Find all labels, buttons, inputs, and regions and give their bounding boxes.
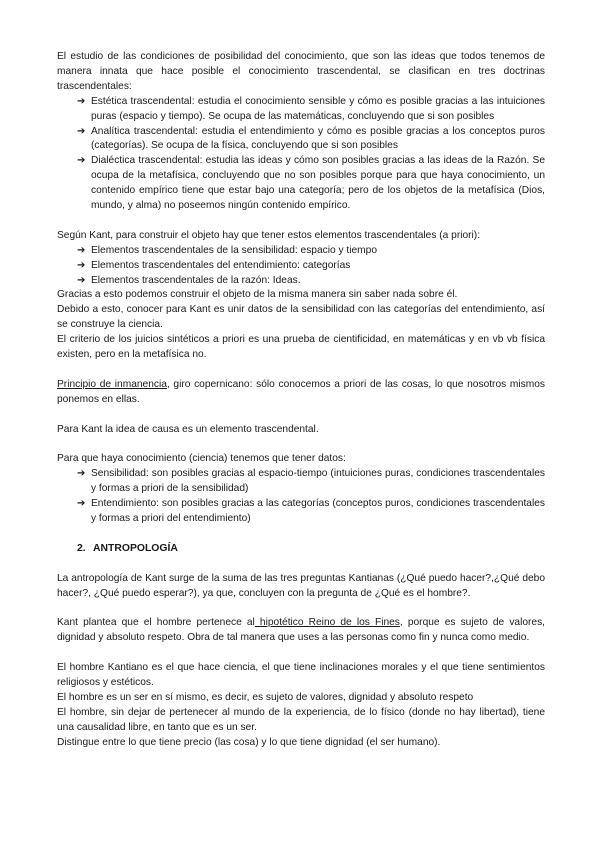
reino-fines-term: hipotético Reino de los Fines <box>254 617 400 629</box>
reino-paragraph: Kant plantea que el hombre pertenece al hipotético Reino de los Fines, porque es sujeto de valores, dignidad y absoluto respeto. Obra de tal manera que uses a las personas como fin y nunca como medio. <box>57 617 545 644</box>
elementos-paragraph: Según Kant, para construir el objeto hay que tener estos elementos trascendentales (a priori): <box>57 229 481 241</box>
arrow-right-icon: ➔ <box>77 468 86 480</box>
datos-list <box>57 467 545 527</box>
list-item: ➔ Elementos trascendentales del entendimiento: categorías <box>77 259 545 274</box>
inmanencia-term: Principio de inmanencia <box>57 378 167 390</box>
section-number: 2. <box>77 542 86 554</box>
list-item: ➔ Entendimiento: son posibles gracias a las categorías (conceptos puros, condiciones trascendentales y formas a priori del entendimiento) <box>77 498 545 525</box>
antropologia-paragraph: La antropología de Kant surge de la suma de las tres preguntas Kantianas (¿Qué puedo hacer?,¿Qué debo hacer?, ¿Qué puedo esperar?), ya que, concluyen con la pregunta de ¿Qué es el hombre?. <box>57 572 545 599</box>
section-title: ANTROPOLOGÍA <box>93 542 178 554</box>
arrow-right-icon: ➔ <box>77 125 86 137</box>
doctrinas-list <box>57 95 545 214</box>
list-item: ➔ Estética trascendental: estudia el conocimiento sensible y cómo es posible gracias a las intuiciones puras (espacio y tiempo). Se ocupa de las matemáticas, concluyendo que si son posibles <box>77 95 545 122</box>
inmanencia-paragraph: Principio de inmanencia, giro copernicano: sólo conocemos a priori de las cosas, lo que nosotros mismos ponemos en ellas. <box>57 378 545 405</box>
arrow-right-icon: ➔ <box>77 155 86 167</box>
list-item: ➔ Elementos trascendentales de la sensibilidad: espacio y tiempo <box>77 244 545 259</box>
text-line: El hombre Kantiano es el que hace ciencia, el que tiene inclinaciones morales y el que tiene sentimientos religiosos y estéticos. <box>57 662 545 688</box>
arrow-right-icon: ➔ <box>77 95 86 107</box>
arrow-right-icon: ➔ <box>77 274 86 286</box>
list-item: ➔ Analítica trascendental: estudia el entendimiento y cómo es posible gracias a los conceptos puros (categorías). Se ocupa de la física, concluyendo que si son posibles <box>77 125 545 152</box>
section-heading <box>57 542 545 557</box>
datos-paragraph: Para que haya conocimiento (ciencia) tenemos que tener datos: <box>57 453 346 465</box>
arrow-right-icon: ➔ <box>77 244 86 256</box>
list-item: ➔ Elementos trascendentales de la razón: Ideas. <box>77 274 545 289</box>
causa-paragraph: Para Kant la idea de causa es un elemento trascendental. <box>57 423 319 435</box>
intro-paragraph: El estudio de las condiciones de posibilidad del conocimiento, que son las ideas que todos tenemos de manera innata que hace posible el conocimiento trascendental, se clasifican en tres doctrinas trascendentales: <box>57 51 545 92</box>
elementos-list <box>57 244 545 289</box>
text-line: El criterio de los juicios sintéticos a priori es una prueba de cientificidad, en matemáticas y en vb vb física existen, pero en la metafísica no. <box>57 334 545 361</box>
text-line: Gracias a esto podemos construir el objeto de la misma manera sin saber nada sobre él. <box>57 289 458 301</box>
list-item: ➔ Dialéctica trascendental: estudia las ideas y cómo son posibles gracias a las ideas de la Razón. Se ocupa de la metafísica, concluyendo que no son posibles porque para que haya conocimiento, un contenido empírico tiene que estar bajo una categoría; pero de los objetos de la metafísica (Dios, mundo, y alma) no poseemos ningún contenido empírico. <box>77 155 545 212</box>
document-page <box>57 50 545 750</box>
arrow-right-icon: ➔ <box>77 498 86 510</box>
text-line: El hombre, sin dejar de pertenecer al mundo de la experiencia, de lo físico (donde no hay libertad), tiene una causalidad libre, en tanto que es un ser. <box>57 706 545 733</box>
text-line: Distingue entre lo que tiene precio (las cosa) y lo que tiene dignidad (el ser humano). <box>57 736 441 748</box>
text-line: Debido a esto, conocer para Kant es unir datos de la sensibilidad con las categorías del entendimiento, así se construye la ciencia. <box>57 304 545 331</box>
list-item: ➔ Sensibilidad: son posibles gracias al espacio-tiempo (intuiciones puras, condiciones trascendentales y formas a priori de la sensibilidad) <box>77 468 545 495</box>
text-line: El hombre es un ser en sí mismo, es decir, es sujeto de valores, dignidad y absoluto respeto <box>57 691 474 703</box>
arrow-right-icon: ➔ <box>77 259 86 271</box>
